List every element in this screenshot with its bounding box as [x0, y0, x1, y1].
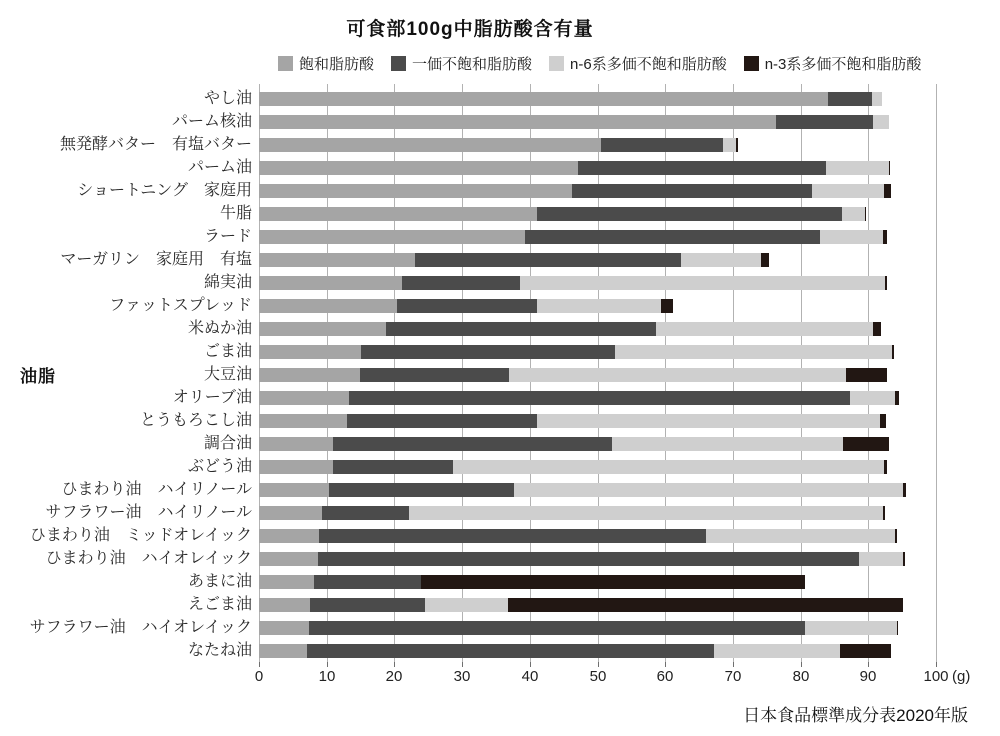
x-tick-label: 70 [724, 668, 742, 685]
bar-segment [895, 529, 896, 543]
bar-segment [884, 184, 891, 198]
bar-segment [259, 92, 828, 106]
x-tick-label: 10 [318, 668, 336, 685]
category-label: ひまわり油 ハイリノール [61, 481, 252, 498]
x-axis-unit: (g) [952, 668, 971, 685]
legend-label: 一価不飽和脂肪酸 [412, 56, 533, 73]
bar-segment [259, 207, 537, 221]
legend-swatch [278, 56, 293, 71]
plot-area [259, 84, 949, 668]
x-tick-label: 80 [792, 668, 810, 685]
category-label: ショートニング 家庭用 [77, 182, 252, 199]
bar-segment [826, 161, 888, 175]
bar-segment [859, 552, 904, 566]
bar-row [259, 299, 673, 313]
x-tick-label: 20 [385, 668, 403, 685]
legend-swatch [744, 56, 759, 71]
bar-segment [259, 299, 397, 313]
x-tick-label: 60 [656, 668, 674, 685]
bar-segment [259, 575, 314, 589]
bar-segment [880, 414, 885, 428]
bar-segment [259, 276, 402, 290]
bar-segment [508, 598, 903, 612]
bar-segment [883, 230, 886, 244]
bar-row [259, 276, 887, 290]
bar-segment [453, 460, 884, 474]
bar-segment [873, 115, 889, 129]
bar-segment [310, 598, 424, 612]
bar-segment [259, 138, 601, 152]
axis-tick [394, 662, 395, 667]
bar-segment [259, 437, 333, 451]
axis-tick [598, 662, 599, 667]
bar-row [259, 92, 882, 106]
bar-row [259, 161, 890, 175]
chart-title: 可食部100g中脂肪酸含有量 [346, 19, 594, 40]
category-label: オリーブ油 [172, 389, 252, 406]
category-label: えごま油 [187, 596, 252, 613]
bar-segment [903, 552, 904, 566]
axis-tick [327, 662, 328, 667]
bar-segment [828, 92, 873, 106]
category-label: 米ぬか油 [187, 320, 252, 337]
bar-segment [812, 184, 884, 198]
bar-segment [259, 414, 347, 428]
bar-segment [865, 207, 866, 221]
gridline [936, 84, 937, 662]
bar-segment [386, 322, 655, 336]
bar-row [259, 621, 898, 635]
bar-segment [259, 322, 386, 336]
bar-segment [520, 276, 885, 290]
bar-segment [259, 368, 360, 382]
bar-segment [333, 460, 454, 474]
bar-segment [723, 138, 736, 152]
bar-segment [805, 621, 897, 635]
bar-segment [761, 253, 769, 267]
bar-segment [425, 598, 508, 612]
bar-row [259, 184, 891, 198]
bar-segment [349, 391, 850, 405]
bar-row [259, 644, 891, 658]
axis-tick [462, 662, 463, 667]
bar-row [259, 575, 805, 589]
legend-label: n-3系多価不飽和脂肪酸 [764, 56, 922, 73]
bar-segment [601, 138, 723, 152]
bar-row [259, 230, 887, 244]
category-label: ひまわり油 ミッドオレイック [29, 527, 252, 544]
bar-segment [259, 483, 329, 497]
bar-segment [307, 644, 714, 658]
bar-row [259, 138, 738, 152]
bar-segment [840, 644, 891, 658]
category-label: 牛脂 [219, 205, 252, 222]
bar-segment [889, 161, 890, 175]
axis-tick [259, 662, 260, 667]
bar-segment [578, 161, 826, 175]
bar-segment [895, 391, 899, 405]
bar-row [259, 483, 906, 497]
legend [278, 53, 921, 74]
bar-segment [409, 506, 883, 520]
source-note: 日本食品標準成分表2020年版 [743, 706, 968, 725]
bar-segment [736, 138, 738, 152]
bar-row [259, 322, 881, 336]
bar-segment [706, 529, 895, 543]
legend-label: n-6系多価不飽和脂肪酸 [570, 56, 727, 73]
bar-segment [259, 598, 310, 612]
axis-tick [665, 662, 666, 667]
bar-segment [314, 575, 422, 589]
category-label: パーム核油 [171, 113, 252, 130]
legend-swatch [549, 56, 564, 71]
bar-segment [322, 506, 409, 520]
bar-segment [846, 368, 887, 382]
bar-segment [259, 115, 776, 129]
bar-segment [259, 253, 415, 267]
bar-segment [514, 483, 903, 497]
bar-row [259, 253, 769, 267]
bar-row [259, 207, 866, 221]
category-label: ぶどう油 [187, 458, 252, 475]
category-label: ラード [203, 228, 252, 245]
bar-segment [572, 184, 812, 198]
category-label: マーガリン 家庭用 有塩 [60, 251, 252, 268]
bar-row [259, 460, 887, 474]
bar-segment [421, 575, 804, 589]
bar-segment [259, 644, 307, 658]
category-label: 調合油 [203, 435, 252, 452]
bar-segment [333, 437, 611, 451]
bar-segment [892, 345, 894, 359]
axis-tick [530, 662, 531, 667]
category-label: 綿実油 [203, 274, 252, 291]
legend-item [278, 53, 374, 74]
bar-segment [872, 92, 882, 106]
bar-segment [329, 483, 514, 497]
bar-segment [714, 644, 840, 658]
bar-row [259, 506, 885, 520]
axis-tick [868, 662, 869, 667]
bar-segment [873, 322, 881, 336]
bar-segment [885, 276, 887, 290]
bar-segment [259, 552, 318, 566]
bar-row [259, 598, 903, 612]
bar-segment [259, 184, 572, 198]
bar-segment [661, 299, 673, 313]
bar-segment [897, 621, 898, 635]
bar-segment [361, 345, 616, 359]
bar-segment [259, 460, 333, 474]
bar-segment [850, 391, 895, 405]
bar-segment [360, 368, 510, 382]
x-tick-label: 40 [521, 668, 539, 685]
bar-segment [525, 230, 820, 244]
x-tick-label: 0 [254, 668, 264, 685]
bar-segment [820, 230, 883, 244]
bar-row [259, 345, 894, 359]
x-tick-label: 50 [589, 668, 607, 685]
bar-segment [259, 506, 322, 520]
bar-segment [259, 621, 309, 635]
bar-segment [397, 299, 537, 313]
legend-item [744, 53, 922, 74]
category-label: サフラワー油 ハイオレイック [29, 619, 252, 636]
category-label: あまに油 [187, 573, 252, 590]
bar-row [259, 552, 905, 566]
bar-segment [509, 368, 845, 382]
bar-segment [318, 552, 859, 566]
bar-segment [415, 253, 681, 267]
bar-segment [776, 115, 873, 129]
axis-tick [733, 662, 734, 667]
bar-segment [884, 460, 887, 474]
legend-item [549, 53, 727, 74]
bar-row [259, 391, 899, 405]
x-tick-label: 90 [859, 668, 877, 685]
bar-segment [309, 621, 805, 635]
bar-row [259, 414, 886, 428]
category-label: ごま油 [203, 343, 252, 360]
bar-segment [656, 322, 873, 336]
x-tick-label: 30 [453, 668, 471, 685]
x-tick-label: 100 [923, 668, 949, 685]
bar-segment [259, 391, 349, 405]
bar-row [259, 437, 889, 451]
bar-segment [347, 414, 537, 428]
axis-tick [801, 662, 802, 667]
bar-segment [319, 529, 706, 543]
category-label: サフラワー油 ハイリノール [45, 504, 252, 521]
bar-row [259, 368, 887, 382]
bar-segment [259, 230, 525, 244]
bar-segment [259, 161, 578, 175]
y-axis-label: 油脂 [20, 367, 56, 386]
legend-label: 飽和脂肪酸 [299, 56, 375, 73]
bar-segment [903, 483, 906, 497]
category-label: なたね油 [187, 642, 252, 659]
legend-item [391, 53, 532, 74]
category-label: ファットスプレッド [109, 297, 252, 314]
category-label: やし油 [203, 90, 252, 107]
axis-tick [936, 662, 937, 667]
bar-segment [259, 529, 319, 543]
legend-swatch [391, 56, 406, 71]
category-label: 大豆油 [203, 366, 252, 383]
bar-row [259, 115, 889, 129]
bar-segment [843, 437, 889, 451]
bar-segment [615, 345, 892, 359]
category-label: ひまわり油 ハイオレイック [45, 550, 252, 567]
category-label: パーム油 [187, 159, 252, 176]
bar-segment [842, 207, 865, 221]
bar-segment [883, 506, 884, 520]
bar-segment [537, 299, 661, 313]
bar-segment [612, 437, 843, 451]
bar-segment [259, 345, 361, 359]
category-label: とうもろこし油 [139, 412, 252, 429]
bar-segment [537, 414, 881, 428]
bar-row [259, 529, 897, 543]
bar-segment [681, 253, 761, 267]
bar-segment [537, 207, 842, 221]
bar-segment [402, 276, 520, 290]
category-label: 無発酵バター 有塩バター [59, 136, 252, 153]
